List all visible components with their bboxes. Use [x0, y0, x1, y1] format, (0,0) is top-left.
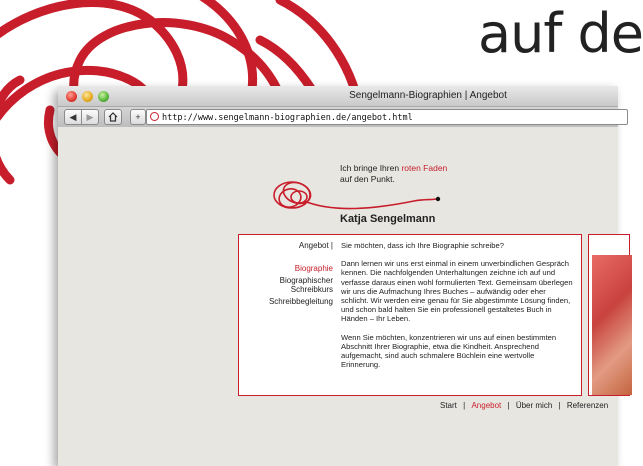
home-icon [108, 112, 118, 122]
nav-item-biographie[interactable]: Biographie [294, 264, 333, 273]
plus-icon: + [135, 112, 141, 122]
url-text: http://www.sengelmann-biographien.de/angebot.html [162, 113, 413, 123]
background-headline: auf de [478, 2, 643, 65]
footer-separator: | [507, 401, 510, 410]
address-bar[interactable] [146, 109, 628, 125]
footer-separator: | [558, 401, 561, 410]
footer-nav [438, 401, 610, 410]
author-name: Katja Sengelmann [340, 213, 436, 225]
footer-link-start[interactable]: Start [440, 401, 457, 410]
footer-link-angebot[interactable]: Angebot [471, 401, 502, 410]
tagline [340, 163, 447, 185]
footer-separator: | [463, 401, 466, 410]
browser-window [58, 86, 618, 466]
content-paragraph-2: Dann lernen wir uns erst einmal in einem unverbindlichen Gespräch kennen. Die nachfolgenden Unterhaltungen zeichne ich auf und verfasse daraus einen wohl formulierten Text. Gemeinsam überlegen wir uns die Aufmachung Ihres Buches – aufwändig oder eher schlicht. Wir werden eine genau für Sie abgestimmte Lösung finden, und schon bald halten Sie ein professionell gestaltetes Buch in Händen – Ihr Leben. [341, 259, 573, 324]
site-favicon-icon [150, 112, 159, 121]
title-bar[interactable] [58, 86, 618, 107]
tagline-text: Ich bringe Ihren [340, 163, 402, 173]
main-content [341, 241, 573, 378]
nav-item-schreibkurs[interactable]: Biographischer Schreibkurs [279, 276, 333, 294]
home-button[interactable] [104, 109, 122, 125]
tagline-line2: auf den Punkt. [340, 174, 395, 184]
side-photo-panel [588, 234, 630, 396]
content-paragraph-3: Wenn Sie möchten, konzentrieren wir uns auf einen bestimmten Abschnitt Ihrer Biographie, etwa die Kindheit. Ansprechend aufgemacht, sind auch schmalere Büchlein eine wertvolle Erinnerung. [341, 332, 557, 370]
forward-button[interactable] [81, 109, 99, 125]
portrait-photo [592, 255, 632, 395]
add-bookmark-button[interactable] [130, 109, 146, 125]
tagline-highlight: roten Faden [401, 163, 448, 173]
content-paragraph-intro: Sie möchten, dass ich Ihre Biographie schreibe? [341, 241, 504, 250]
window-title: Sengelmann-Biographien | Angebot [349, 90, 507, 101]
web-page [58, 127, 618, 466]
back-button[interactable] [64, 109, 82, 125]
nav-heading[interactable]: Angebot | [298, 241, 333, 250]
footer-link-referenzen[interactable]: Referenzen [566, 401, 609, 410]
browser-toolbar [58, 107, 618, 128]
back-arrow-icon: ◀ [69, 112, 77, 122]
nav-item-schreibbegleitung[interactable]: Schreibbegleitung [268, 297, 333, 306]
sidebar-nav [239, 241, 333, 309]
forward-arrow-icon: ▶ [86, 112, 94, 122]
footer-link-ueber-mich[interactable]: Über mich [515, 401, 553, 410]
content-panel [238, 234, 582, 396]
